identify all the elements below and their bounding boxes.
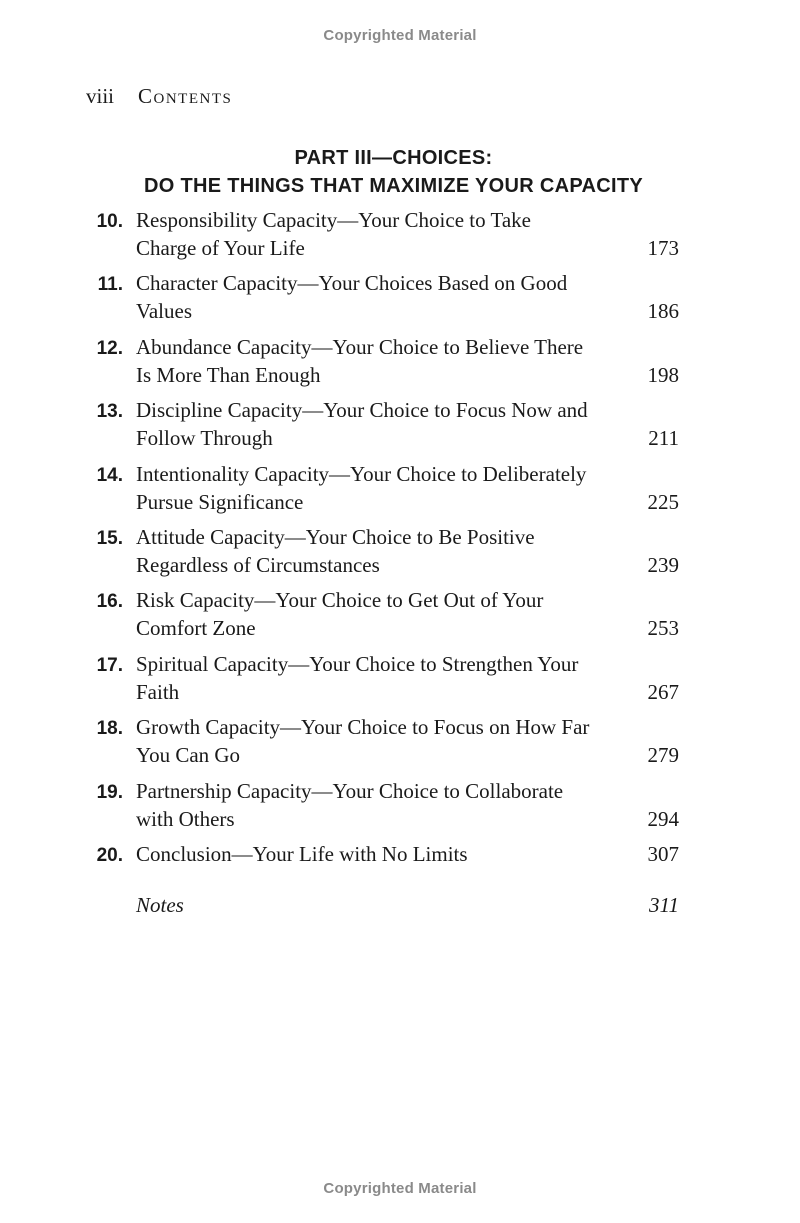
chapter-title-line2: Is More Than Enough	[136, 362, 321, 387]
chapter-title-line2: Faith	[136, 679, 180, 704]
toc-entry[interactable]	[80, 713, 700, 776]
chapter-number: 13.	[96, 401, 123, 423]
chapter-title	[136, 206, 626, 262]
copyright-watermark-top: Copyrighted Material	[323, 27, 477, 44]
page-number: 225	[647, 489, 679, 514]
chapter-number: 16.	[96, 591, 123, 613]
toc-entry-conclusion[interactable]	[80, 840, 700, 891]
page-number: 211	[648, 426, 679, 451]
chapter-title-line2: Charge of Your Life	[136, 236, 305, 260]
chapter-number: 14.	[96, 464, 123, 486]
copyright-watermark-bottom: Copyrighted Material	[323, 1180, 477, 1197]
chapter-title-line1: Intentionality Capacity—Your Choice to Deliberately	[136, 461, 587, 486]
toc-entry[interactable]	[80, 396, 700, 459]
toc-entry[interactable]	[80, 523, 700, 586]
part-heading	[136, 144, 651, 200]
chapter-number: 12.	[96, 337, 123, 359]
page-folio: viii	[86, 84, 115, 108]
chapter-number: 18.	[96, 718, 123, 740]
page-number: 279	[647, 743, 679, 768]
part-heading-line2: DO THE THINGS THAT MAXIMIZE YOUR CAPACITY	[144, 175, 643, 197]
toc-entry[interactable]	[80, 777, 700, 840]
chapter-number: 19.	[96, 781, 123, 803]
chapter-title	[136, 650, 626, 706]
running-head	[86, 84, 232, 109]
chapter-title-line1: Spiritual Capacity—Your Choice to Strengthen Your	[136, 651, 579, 676]
chapter-title-line1: Responsibility Capacity—Your Choice to Take	[136, 208, 531, 232]
chapter-title-line2: Regardless of Circumstances	[136, 552, 380, 577]
chapter-title	[136, 523, 626, 579]
toc-entry[interactable]	[80, 586, 700, 649]
table-of-contents	[80, 206, 700, 931]
page-number: 307	[647, 841, 679, 866]
page-number: 267	[647, 679, 679, 704]
chapter-title-line1: Abundance Capacity—Your Choice to Believe There	[136, 334, 584, 359]
chapter-title-line1: Character Capacity—Your Choices Based on Good	[136, 271, 568, 296]
toc-entry[interactable]	[80, 460, 700, 523]
chapter-title-line2: Follow Through	[136, 426, 273, 451]
chapter-title-line1: Partnership Capacity—Your Choice to Collaborate	[136, 778, 564, 803]
page-number: 186	[647, 299, 679, 324]
chapter-title	[136, 396, 626, 452]
toc-entry[interactable]	[80, 333, 700, 396]
chapter-number: 17.	[96, 654, 123, 676]
chapter-title-line2: You Can Go	[136, 743, 241, 768]
chapter-title-line1: Risk Capacity—Your Choice to Get Out of Your	[136, 588, 544, 613]
chapter-number: 20.	[96, 844, 123, 866]
notes-title: Notes	[136, 892, 184, 917]
page-number: 239	[647, 552, 679, 577]
page-number: 173	[647, 236, 679, 260]
chapter-title	[136, 460, 626, 516]
chapter-title-line1: Discipline Capacity—Your Choice to Focus Now and	[136, 398, 588, 423]
chapter-title-line2: Comfort Zone	[136, 616, 256, 641]
chapter-number: 15.	[96, 527, 123, 549]
chapter-title	[136, 333, 626, 389]
toc-entry[interactable]	[80, 206, 700, 269]
chapter-title-line1: Growth Capacity—Your Choice to Focus on How Far	[136, 715, 590, 740]
chapter-title	[136, 269, 626, 325]
chapter-title: Conclusion—Your Life with No Limits	[136, 841, 468, 866]
chapter-title	[136, 586, 626, 642]
page-number: 253	[647, 616, 679, 641]
chapter-title-line2: Pursue Significance	[136, 489, 304, 514]
toc-entry[interactable]	[80, 269, 700, 332]
chapter-title	[136, 713, 626, 769]
chapter-title	[136, 777, 626, 833]
notes-page-number: 311	[649, 892, 679, 917]
toc-entry[interactable]	[80, 650, 700, 713]
chapter-number: 11.	[97, 274, 123, 296]
toc-entry-notes[interactable]	[80, 891, 700, 931]
chapter-number: 10.	[96, 211, 123, 232]
page-number: 294	[647, 806, 679, 831]
page-number: 198	[647, 362, 679, 387]
chapter-title-line1: Attitude Capacity—Your Choice to Be Positive	[136, 524, 535, 549]
part-heading-line1: PART III—CHOICES:	[294, 147, 493, 169]
running-head-title: Contents	[138, 84, 233, 108]
chapter-title-line2: Values	[136, 299, 192, 324]
chapter-title-line2: with Others	[136, 806, 235, 831]
